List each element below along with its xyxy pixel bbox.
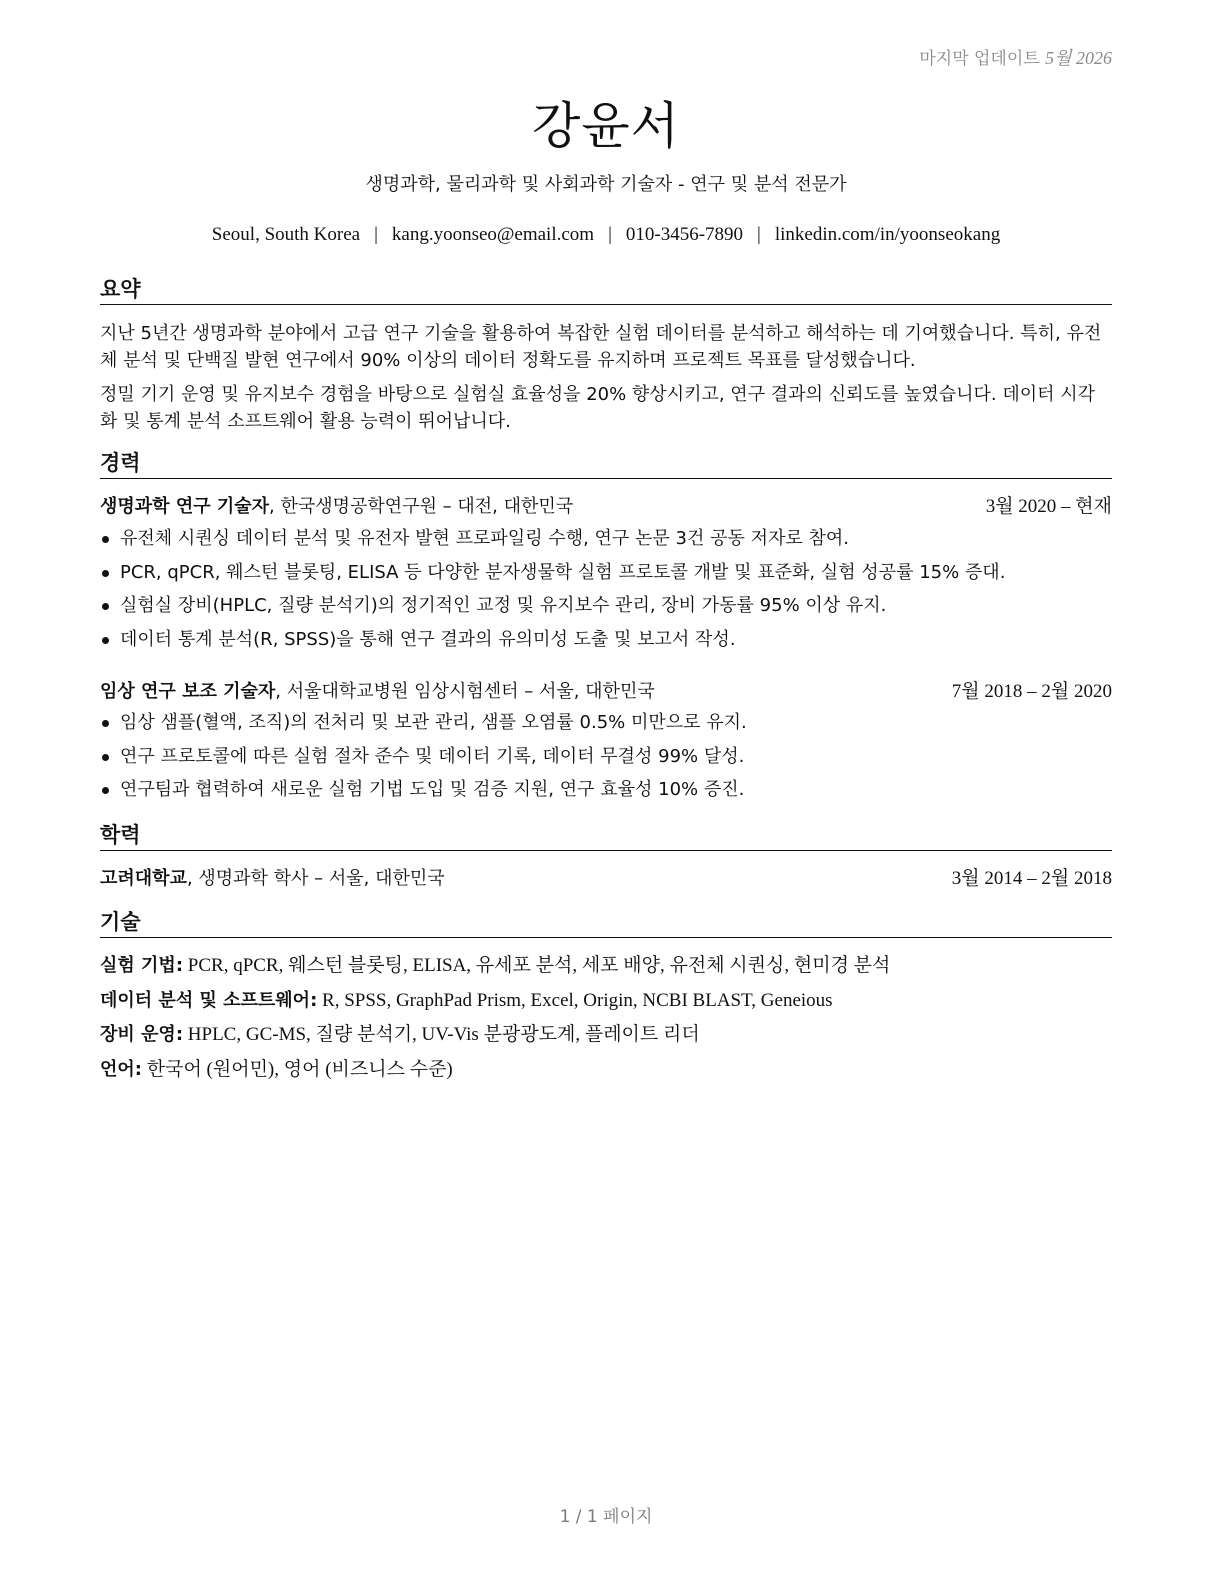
bullet-icon	[102, 720, 109, 727]
last-updated	[919, 44, 1112, 70]
bullet-icon	[102, 570, 109, 577]
job-title: 임상 연구 보조 기술자	[100, 681, 276, 702]
education-detail: , 생명과학 학사 – 서울, 대한민국	[186, 868, 445, 889]
section-title-skills: 기술	[100, 909, 1112, 938]
section-title-education: 학력	[100, 822, 1112, 851]
bullet-text: PCR, qPCR, 웨스턴 블롯팅, ELISA 등 다양한 분자생물학 실험 프로토콜 개발 및 표준화, 실험 성공률 15% 증대.	[120, 561, 1006, 583]
list-item	[100, 527, 1112, 561]
last-updated-prefix: 마지막 업데이트	[919, 49, 1040, 69]
list-item	[100, 594, 1112, 628]
job-org: , 서울대학교병원 임상시험센터 – 서울, 대한민국	[275, 681, 655, 702]
bullet-text: 실험실 장비(HPLC, 질량 분석기)의 정기적인 교정 및 유지보수 관리, 장비 가동률 95% 이상 유지.	[120, 595, 887, 616]
contact-separator: |	[374, 224, 378, 245]
skill-label: 장비 운영:	[100, 1024, 184, 1045]
list-item	[100, 778, 1112, 812]
job-title: 생명과학 연구 기술자	[100, 496, 270, 517]
job-header	[100, 680, 1112, 704]
contact-linkedin[interactable]: linkedin.com/in/yoonseokang	[774, 224, 1001, 245]
bullet-text: 임상 샘플(혈액, 조직)의 전처리 및 보관 관리, 샘플 오염률 0.5% 미만으로 유지.	[120, 712, 747, 733]
skill-label: 언어:	[100, 1059, 142, 1080]
contact-line	[100, 224, 1112, 246]
list-item	[100, 628, 1112, 662]
skill-label: 데이터 분석 및 소프트웨어:	[100, 990, 318, 1011]
skill-row	[100, 954, 1112, 978]
job-bullets	[100, 527, 1112, 661]
list-item	[100, 745, 1112, 779]
bullet-text: 연구 프로토콜에 따른 실험 절차 준수 및 데이터 기록, 데이터 무결성 99% 달성.	[120, 745, 745, 767]
contact-phone: 010-3456-7890	[625, 224, 744, 245]
job-dates: 3월 2020 – 현재	[985, 496, 1112, 517]
list-item	[100, 561, 1112, 595]
headline: 생명과학, 물리과학 및 사회과학 기술자 - 연구 및 분석 전문가	[365, 174, 847, 195]
skill-row	[100, 989, 1112, 1013]
contact-separator: |	[608, 224, 612, 245]
skill-row	[100, 1023, 1112, 1047]
list-item	[100, 711, 1112, 745]
contact-location: Seoul, South Korea	[211, 224, 361, 245]
bullet-icon	[102, 536, 109, 543]
bullet-text: 데이터 통계 분석(R, SPSS)을 통해 연구 결과의 유의미성 도출 및 보고서 작성.	[120, 628, 736, 650]
job-header	[100, 495, 1112, 519]
skill-value: HPLC, GC-MS, 질량 분석기, UV-Vis 분광광도계, 플레이트 리더	[183, 1024, 700, 1045]
contact-separator: |	[757, 224, 761, 245]
summary-paragraph-2: 정밀 기기 운영 및 유지보수 경험을 바탕으로 실험실 효율성을 20% 향상시키고, 연구 결과의 신뢰도를 높였습니다. 데이터 시각화 및 통계 분석 소프트웨어 활용 능력이 뛰어납니다.	[100, 384, 1096, 432]
bullet-icon	[102, 603, 109, 610]
school-name: 고려대학교	[100, 868, 187, 889]
skill-label: 실험 기법:	[100, 955, 184, 976]
bullet-text: 유전체 시퀀싱 데이터 분석 및 유전자 발현 프로파일링 수행, 연구 논문 3건 공동 저자로 참여.	[120, 528, 849, 549]
job-dates: 7월 2018 – 2월 2020	[951, 681, 1112, 702]
section-title-summary: 요약	[100, 276, 1112, 305]
education-dates: 3월 2014 – 2월 2018	[951, 868, 1112, 889]
bullet-icon	[102, 754, 109, 761]
skill-value: 한국어 (원어민), 영어 (비즈니스 수준)	[141, 1059, 453, 1080]
last-updated-date: 5월 2026	[1045, 48, 1112, 68]
contact-email[interactable]: kang.yoonseo@email.com	[391, 224, 595, 245]
page-number: 1 / 1 페이지	[559, 1507, 653, 1527]
education-entry	[100, 867, 1112, 891]
candidate-name: 강윤서	[532, 97, 680, 155]
skill-row	[100, 1058, 1112, 1082]
resume-page	[100, 0, 1112, 1584]
bullet-icon	[102, 637, 109, 644]
skill-value: R, SPSS, GraphPad Prism, Excel, Origin, NCBI BLAST, Geneious	[317, 990, 833, 1011]
job-bullets	[100, 711, 1112, 812]
section-title-experience: 경력	[100, 450, 1112, 479]
bullet-icon	[102, 787, 109, 794]
summary-paragraph-1: 지난 5년간 생명과학 분야에서 고급 연구 기술을 활용하여 복잡한 실험 데이터를 분석하고 해석하는 데 기여했습니다. 특히, 유전체 분석 및 단백질 발현 연구에서 90% 이상의 데이터 정확도를 유지하며 프로젝트 목표를 달성했습니다.	[100, 323, 1102, 371]
job-org: , 한국생명공학연구원 – 대전, 대한민국	[269, 496, 574, 517]
bullet-text: 연구팀과 협력하여 새로운 실험 기법 도입 및 검증 지원, 연구 효율성 10% 증진.	[120, 779, 745, 800]
skill-value: PCR, qPCR, 웨스턴 블롯팅, ELISA, 유세포 분석, 세포 배양, 유전체 시퀀싱, 현미경 분석	[183, 955, 891, 976]
